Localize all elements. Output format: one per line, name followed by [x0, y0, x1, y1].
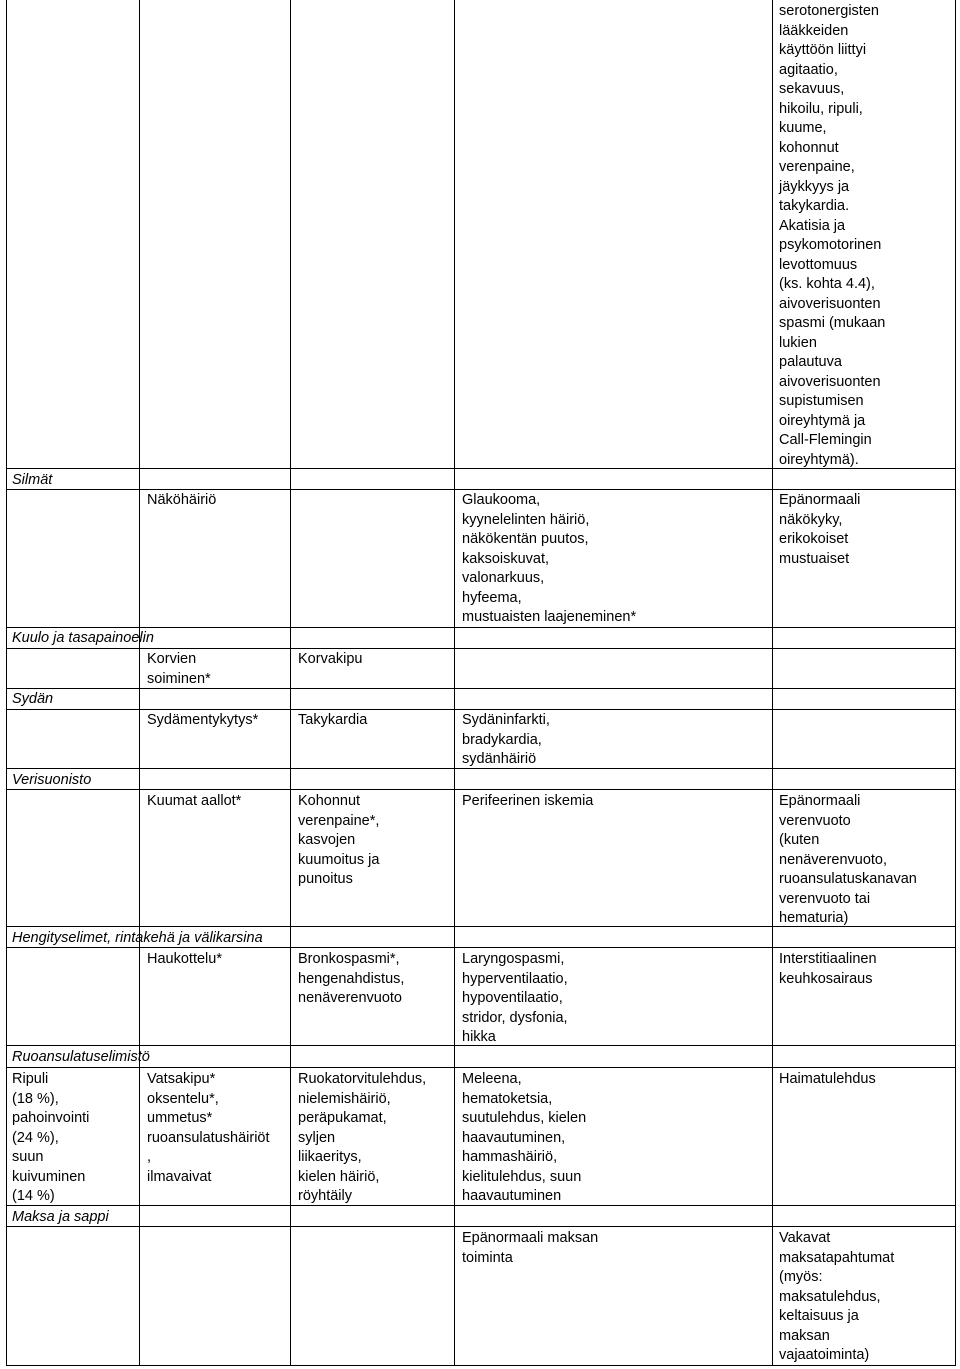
cell-very-rare-ruoansulatus: Haimatulehdus	[779, 1071, 876, 1087]
cell-rare-sydan: Sydäninfarkti, bradykardia, sydänhäiriö	[462, 712, 550, 767]
cell-uncommon-verisuonisto: Kohonnut verenpaine*, kasvojen kuumoitus ja punoitus	[298, 793, 380, 887]
cell-very-rare-hengitys: Interstitiaalinen keuhkosairaus	[779, 951, 877, 987]
cell-common-ruoansulatus: Vatsakipu* oksentelu*, ummetus* ruoansulatushäiriöt , ilmavaivat	[147, 1071, 270, 1185]
cell-common-hengitys: Haukottelu*	[147, 951, 222, 967]
cell-common-sydan: Sydämentykytys*	[147, 712, 259, 728]
cell-common-verisuonisto: Kuumat aallot*	[147, 793, 242, 809]
category-heading-kuulo: Kuulo ja tasapainoelin	[12, 630, 154, 646]
category-heading-sydan: Sydän	[12, 691, 54, 707]
cell-very-rare-verisuonisto: Epänormaali verenvuoto (kuten nenäverenvuoto, ruoansulatuskanavan verenvuoto tai hematuria)	[779, 793, 917, 926]
cell-rare-silmat: Glaukooma, kyynelelinten häiriö, näkökentän puutos, kaksoiskuvat, valonarkuus, hyfeema, mustuaisten laajeneminen*	[462, 492, 637, 625]
cell-rare-maksa: Epänormaali maksan toiminta	[462, 1230, 599, 1266]
cell-very-rare-serotonin: serotonergisten lääkkeiden käyttöön liittyi agitaatio, sekavuus, hikoilu, ripuli, kuume, kohonnut verenpaine, jäykkyys ja takykardia. Akatisia ja psykomotorinen levottomuus (ks. kohta 4.4), aivoverisuonten spasmi (mukaan lukien palautuva aivoverisuonten supistumisen oireyhtymä ja Call-Flemingin oireyhtymä).	[779, 3, 886, 468]
cell-very-rare-maksa: Vakavat maksatapahtumat (myös: maksatulehdus, keltaisuus ja maksan vajaatoiminta)	[779, 1230, 895, 1363]
cell-rare-verisuonisto: Perifeerinen iskemia	[462, 793, 594, 809]
category-heading-silmat: Silmät	[12, 472, 53, 488]
cell-common-silmat: Näköhäiriö	[147, 492, 217, 508]
category-heading-verisuonisto: Verisuonisto	[12, 772, 92, 788]
cell-very-rare-silmat: Epänormaali näkökyky, erikokoiset mustuaiset	[779, 492, 861, 567]
cell-uncommon-hengitys: Bronkospasmi*, hengenahdistus, nenäverenvuoto	[298, 951, 405, 1006]
column-divider	[139, 0, 140, 1365]
cell-very-common-ruoansulatus: Ripuli (18 %), pahoinvointi (24 %), suun kuivuminen (14 %)	[12, 1071, 90, 1204]
cell-uncommon-kuulo: Korvakipu	[298, 651, 363, 667]
cell-uncommon-sydan: Takykardia	[298, 712, 368, 728]
cell-common-kuulo: Korvien soiminen*	[147, 651, 211, 687]
category-heading-hengitys: Hengityselimet, rintakehä ja välikarsina	[12, 930, 263, 946]
cell-rare-hengitys: Laryngospasmi, hyperventilaatio, hypoventilaatio, stridor, dysfonia, hikka	[462, 951, 568, 1045]
category-heading-ruoansulatus: Ruoansulatuselimistö	[12, 1049, 150, 1065]
category-heading-maksa: Maksa ja sappi	[12, 1209, 109, 1225]
cell-uncommon-ruoansulatus: Ruokatorvitulehdus, nielemishäiriö, peräpukamat, syljen liikaeritys, kielen häiriö, röyhtäily	[298, 1071, 427, 1204]
cell-rare-ruoansulatus: Meleena, hematoketsia, suutulehdus, kielen haavautuminen, hammashäiriö, kielitulehdus, suun haavautuminen	[462, 1071, 587, 1204]
